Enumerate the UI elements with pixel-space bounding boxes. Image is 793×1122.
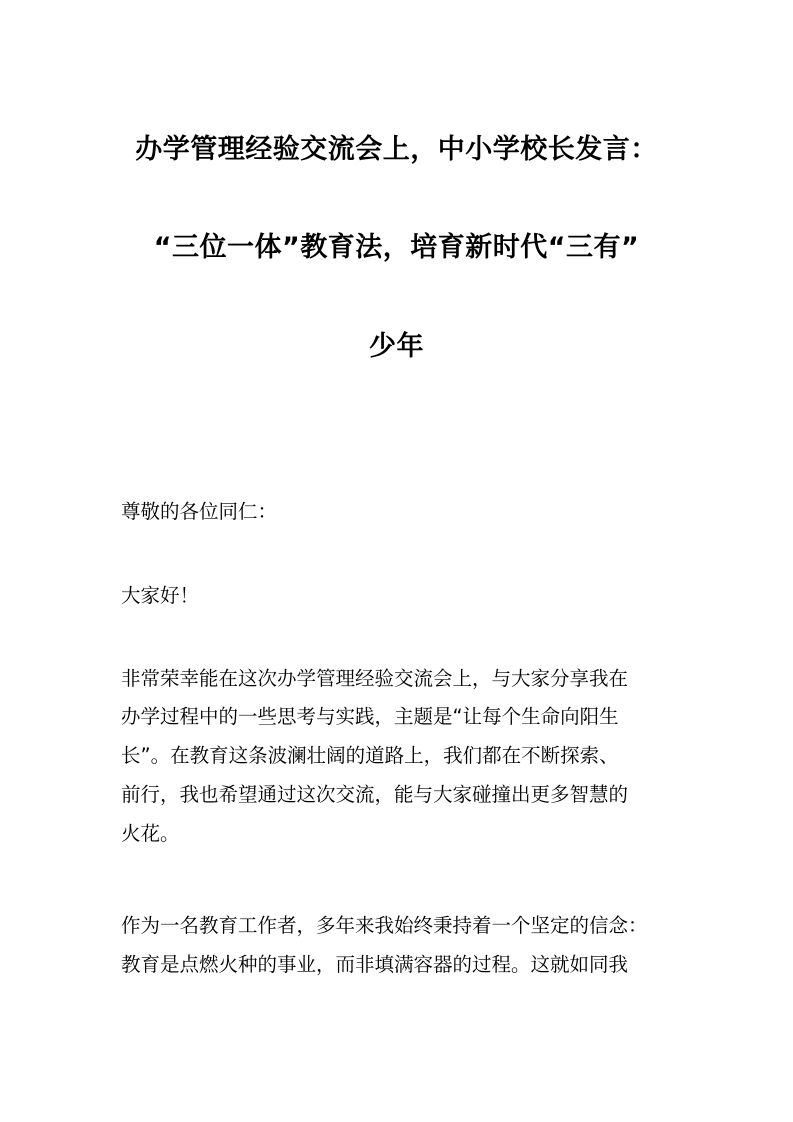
paragraph-line: 长”。在教育这条波澜壮阔的道路上，我们都在不断探索、 <box>121 744 619 767</box>
paragraph-line: 前行，我也希望通过这次交流，能与大家碰撞出更多智慧的 <box>121 783 629 806</box>
paragraph-line: 办学过程中的一些思考与实践，主题是“让每个生命向阳生 <box>121 705 619 728</box>
paragraph-line: 作为一名教育工作者，多年来我始终秉持着一个坚定的信念： <box>121 914 648 937</box>
paragraph-line: 非常荣幸能在这次办学管理经验交流会上，与大家分享我在 <box>121 667 629 690</box>
title-line-3: 少年 <box>369 331 424 362</box>
paragraph-line: 火花。 <box>121 822 180 845</box>
title-line-2: “三位一体”教育法，培育新时代“三有” <box>153 232 640 263</box>
title-line-1: 办学管理经验交流会上，中小学校长发言： <box>135 134 658 165</box>
greeting: 大家好！ <box>121 584 200 607</box>
paragraph-line: 教育是点燃火种的事业，而非填满容器的过程。这就如同我 <box>121 953 629 976</box>
salutation: 尊敬的各位同仁： <box>121 500 278 523</box>
